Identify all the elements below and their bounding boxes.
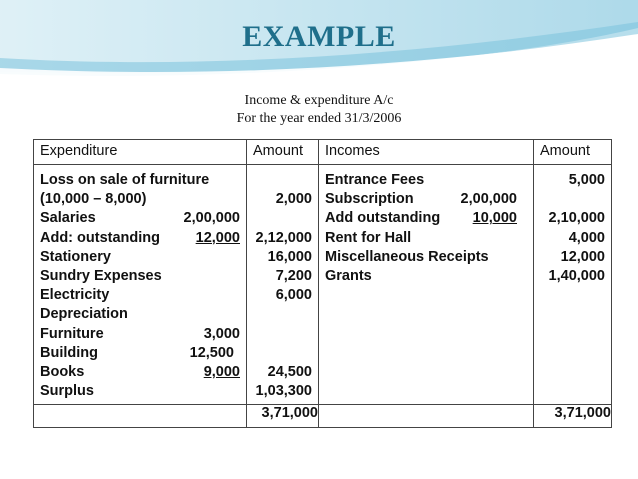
expenditure-sub-amount: 12,500 [189, 344, 234, 361]
expenditure-sub-amount: 3,000 [203, 325, 240, 342]
expenditure-line [40, 267, 240, 286]
expenditure-amount: 24,500 [267, 363, 312, 380]
expenditure-amount: 7,200 [275, 267, 312, 284]
expenditure-line [40, 286, 240, 305]
incomes-line [325, 190, 527, 209]
expenditure-label: Add: outstanding [40, 229, 161, 246]
incomes-label: Add outstanding [325, 210, 441, 227]
incomes-amount: 1,40,000 [548, 267, 605, 284]
incomes-label: Entrance Fees [325, 172, 425, 188]
expenditure-label: Electricity [40, 287, 110, 304]
expenditure-line [40, 171, 240, 190]
expenditure-amount: 2,000 [275, 191, 312, 208]
total-expenditure: 3,71,000 [247, 405, 319, 428]
incomes-label: Miscellaneous Receipts [325, 248, 489, 265]
expenditure-line [40, 229, 240, 248]
expenditure-amounts-cell [247, 165, 319, 405]
account-period: For the year ended 31/3/2006 [236, 111, 402, 126]
expenditure-items-cell [34, 165, 247, 405]
expenditure-line [40, 344, 240, 363]
expenditure-amount [253, 305, 312, 324]
expenditure-sub-amount: 9,000 [203, 363, 240, 380]
incomes-sub-amount: 2,00,000 [460, 191, 517, 208]
incomes-line [325, 229, 527, 248]
expenditure-amount: 2,12,000 [255, 229, 312, 246]
expenditure-amount [253, 344, 312, 363]
expenditure-amount [253, 171, 312, 190]
table-header-row [34, 140, 612, 165]
expenditure-line [40, 382, 240, 401]
income-amounts-cell [534, 165, 612, 405]
incomes-label: Grants [325, 267, 372, 284]
header-expenditure: Expenditure [34, 140, 247, 165]
incomes-sub-amount: 10,000 [472, 210, 517, 227]
incomes-line [325, 248, 527, 267]
incomes-line [325, 209, 527, 228]
incomes-amount: 5,000 [568, 172, 605, 188]
incomes-line [325, 171, 527, 190]
expenditure-label: Building [40, 344, 98, 361]
incomes-amount [540, 190, 605, 209]
expenditure-line [40, 363, 240, 382]
expenditure-amount [253, 325, 312, 344]
expenditure-line [40, 305, 240, 324]
header-amount-incomes: Amount [534, 140, 612, 165]
expenditure-label: Depreciation [40, 306, 128, 323]
expenditure-label: Loss on sale of furniture [40, 172, 210, 188]
expenditure-label: Salaries [40, 210, 96, 227]
expenditure-label: (10,000 – 8,000) [40, 191, 147, 208]
total-blank-expenditure [34, 405, 247, 428]
expenditure-amount: 16,000 [267, 248, 312, 265]
income-expenditure-table [33, 139, 612, 428]
slide-title: EXAMPLE [242, 20, 396, 53]
expenditure-amount [253, 209, 312, 228]
expenditure-line [40, 325, 240, 344]
total-blank-incomes [319, 405, 534, 428]
incomes-amount: 12,000 [560, 248, 605, 265]
expenditure-sub-amount: 2,00,000 [183, 210, 240, 227]
expenditure-line [40, 190, 240, 209]
incomes-amount: 2,10,000 [548, 210, 605, 227]
incomes-label: Rent for Hall [325, 229, 412, 246]
expenditure-label: Books [40, 363, 85, 380]
expenditure-line [40, 209, 240, 228]
incomes-line [325, 267, 527, 286]
expenditure-label: Stationery [40, 248, 111, 265]
expenditure-line [40, 248, 240, 267]
expenditure-amount: 6,000 [275, 287, 312, 304]
expenditure-sub-amount: 12,000 [195, 229, 240, 246]
total-row [34, 405, 612, 428]
income-items-cell [319, 165, 534, 405]
incomes-label: Subscription [325, 191, 414, 208]
incomes-amount: 4,000 [568, 229, 605, 246]
expenditure-label: Sundry Expenses [40, 267, 162, 284]
expenditure-label: Furniture [40, 325, 104, 342]
account-title: Income & expenditure A/c [244, 93, 394, 108]
table-body-row [34, 165, 612, 405]
header-amount-expenditure: Amount [247, 140, 319, 165]
header-incomes: Incomes [319, 140, 534, 165]
total-incomes: 3,71,000 [534, 405, 612, 428]
expenditure-amount: 1,03,300 [255, 383, 312, 400]
expenditure-label: Surplus [40, 383, 94, 400]
